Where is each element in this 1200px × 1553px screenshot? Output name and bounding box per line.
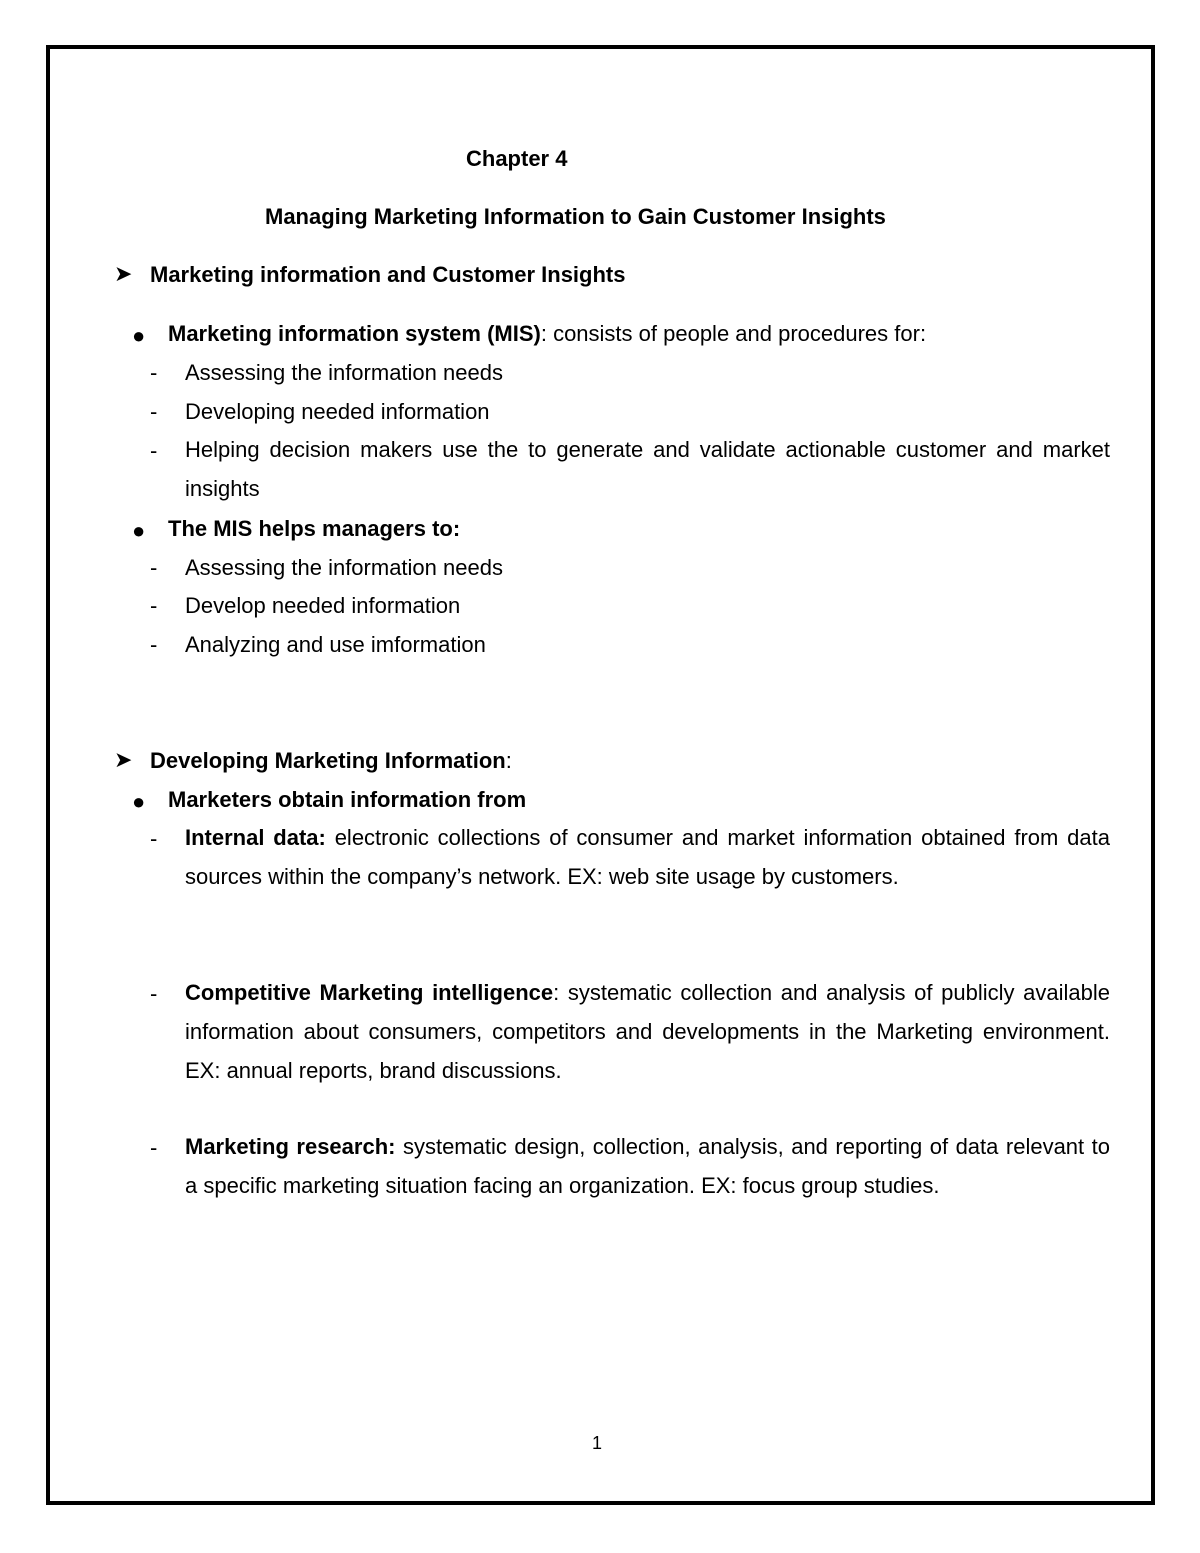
dash-marker: - — [150, 1135, 158, 1160]
chapter-label: Chapter 4 — [466, 146, 568, 171]
section-heading-marketing-information: Marketing information and Customer Insights — [150, 262, 626, 287]
bullet-mis-term: Marketing information system (MIS) — [168, 321, 541, 346]
source-definition: : systematic collection and analysis of publicly available information about consumers, competitors and developments in the Marketing environment. EX: annual reports, brand discussions. — [185, 980, 1110, 1083]
bullet-marketers-obtain: Marketers obtain information from — [168, 787, 527, 812]
section-heading-developing-information — [150, 748, 512, 774]
dash-marker: - — [150, 826, 158, 851]
bullet-mis-definition — [168, 321, 926, 347]
source-term: Competitive Marketing intelligence — [185, 980, 554, 1005]
source-internal-data — [185, 818, 1110, 896]
source-term: Marketing research: — [185, 1134, 396, 1159]
bullet-mis-helps: The MIS helps managers to: — [168, 516, 461, 541]
source-competitive-intelligence — [185, 973, 1110, 1090]
bullet-dot-icon: ● — [132, 323, 146, 348]
arrow-bullet-icon: ➤ — [114, 261, 133, 286]
dash-marker: - — [150, 593, 158, 618]
list-item-helps-1: Assessing the information needs — [185, 555, 503, 580]
page-number: 1 — [592, 1433, 603, 1453]
source-definition: electronic collections of consumer and market information obtained from data sources within the company’s network. EX: web site usage by customers. — [185, 825, 1110, 889]
source-definition: systematic design, collection, analysis, and reporting of data relevant to a specific marketing situation facing an organization. EX: focus group studies. — [185, 1134, 1110, 1198]
bullet-dot-icon: ● — [132, 518, 146, 543]
section-heading-suffix: : — [505, 748, 512, 773]
list-item-mis-2: Developing needed information — [185, 399, 490, 424]
dash-marker: - — [150, 438, 158, 463]
list-item-mis-1: Assessing the information needs — [185, 360, 503, 385]
bullet-mis-rest: : consists of people and procedures for: — [540, 321, 927, 346]
bullet-dot-icon: ● — [132, 789, 146, 814]
source-marketing-research — [185, 1127, 1110, 1205]
list-item-helps-3: Analyzing and use imformation — [185, 632, 486, 657]
source-term: Internal data: — [185, 825, 326, 850]
list-item-helps-2: Develop needed information — [185, 593, 461, 618]
dash-marker: - — [150, 632, 158, 657]
section-heading-text: Developing Marketing Information — [150, 748, 506, 773]
dash-marker: - — [150, 981, 158, 1006]
list-item-mis-3: Helping decision makers use the to generate and validate actionable customer and market insights — [185, 437, 1110, 501]
dash-marker: - — [150, 555, 158, 580]
dash-marker: - — [150, 399, 158, 424]
document-title: Managing Marketing Information to Gain Customer Insights — [265, 204, 886, 229]
dash-marker: - — [150, 360, 158, 385]
arrow-bullet-icon: ➤ — [114, 747, 133, 772]
